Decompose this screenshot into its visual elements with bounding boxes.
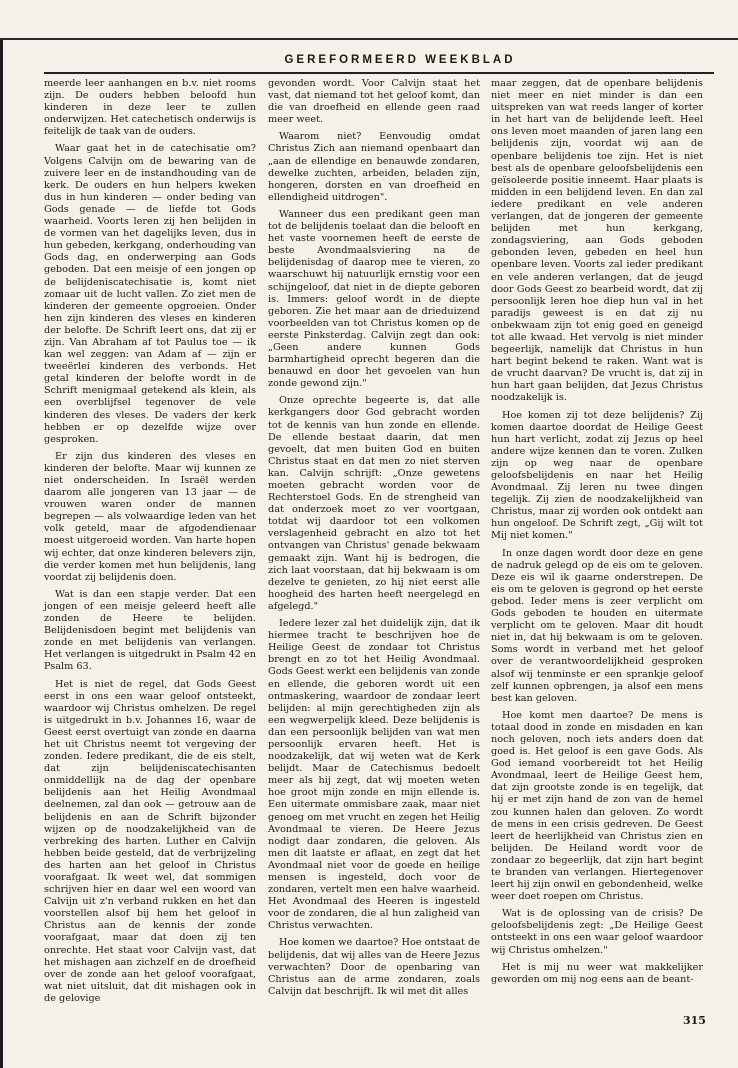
text-column-1 (44, 78, 256, 1004)
paragraph: Het is mij nu weer wat makkelijker geworden om mij nog eens aan de beant- (491, 961, 703, 985)
paragraph: meerde leer aanhangen en b.v. niet rooms zijn. De ouders hebben beloofd hun kinderen in deze leer te zullen onderwijzen. Het catechetisch onderwijs is feitelijk de taak van de ouders. (44, 78, 256, 138)
paragraph: Er zijn dus kinderen des vleses en kinderen der belofte. Maar wij kunnen ze niet onderscheiden. In Israël werden daarom alle jongeren van 13 jaar — de vrouwen waren onder de mannen begrepen — als volwaardige leden van het volk geteld, maar de afgodendienaar moest uitgeroeid worden. Van harte hopen wij echter, dat onze kinderen belevers zijn, die verder komen met hun belijdenis, lang voordat zij belijdenis doen. (44, 450, 256, 583)
paragraph: Waar gaat het in de catechisatie om? Volgens Calvijn om de bewaring van de zuivere leer en de instandhouding van de kerk. De ouders en hun helpers kweken dus in hun kinderen — onder beding van Gods genade — de liefde tot Gods waarheid. Voorts leren zij hen belijden in de vormen van het dagelijks leven, dus in hun gebeden, kerkgang, onderhouding van Gods dag, en onderwerping aan Gods geboden. Dat een meisje of een jongen op de belijdeniscatechisatie is, komt niet zomaar uit de lucht vallen. Zo ziet men de kinderen der gemeente opgroeien. Onder hen zijn kinderen des vleses en kinderen der belofte. De Schrift leert ons, dat zij er zijn. Van Abraham af tot Paulus toe — ik kan wel zeggen: van Adam af — zijn er tweeërlei kinderen des verbonds. Het getal kinderen der belofte wordt in de Schrift menigmaal getekend als klein, als een overblijfsel tegenover de vele kinderen des vleses. De vaders der kerk hebben er op dezelfde wijze over gesproken. (44, 143, 256, 445)
paragraph: Wat is dan een stapje verder. Dat een jongen of een meisje geleerd heeft alle zonden de Heere te belijden. Belijdenisdoen begint met belijdenis van zonde en met belijdenis van verlangen. Het verlangen is uitgedrukt in Psalm 42 en Psalm 63. (44, 588, 256, 673)
paragraph: Hoe komen we daartoe? Hoe ontstaat de belijdenis, dat wij alles van de Heere Jezus verwachten? Door de openbaring van Christus aan de arme zondaren, zoals Calvijn dat beschrijft. Ik wil met dit alles (268, 937, 480, 997)
header-rule (44, 72, 714, 74)
paragraph: Wat is de oplossing van de crisis? De geloofsbelijdenis zegt: „De Heilige Geest ontsteekt in ons een waar geloof waardoor wij Christus omhelzen." (491, 908, 703, 956)
paragraph: Wanneer dus een predikant geen man tot de belijdenis toelaat dan die belooft en het vaste voornemen heeft de eerste de beste Avondmaalsviering na de belijdenisdag of daarop mee te vieren, zo waarschuwt hij natuurlijk ernstig voor een schijngeloof, dat niet in de diepte geboren is. Immers: geloof wordt in de diepte geboren. Zie het maar aan de drieduizend voorbeelden van tot Christus komen op de eerste Pinksterdag. Calvijn zegt dan ook: „Geen andere kunnen Gods barmhartigheid oprecht begeren dan die benauwd en door het gevoelen van hun zonde gewond zijn." (268, 208, 480, 390)
running-header: GEREFORMEERD WEEKBLAD (284, 54, 516, 66)
paragraph: Hoe komen zij tot deze belijdenis? Zij komen daartoe doordat de Heilige Geest hun hart verlicht, zodat zij Jezus op heel andere wijze kennen dan te voren. Zulken zijn op weg naar de openbare geloofsbelijdenis en naar het Heilig Avondmaal. Zij leren nu twee dingen tegelijk. Zij zien de noodzakelijkheid van Christus, maar zij worden ook ontdekt aan hun ongeloof. De Schrift zegt, „Gij wilt tot Mij niet komen." (491, 409, 703, 542)
page-number: 315 (683, 1014, 706, 1027)
text-column-3 (491, 78, 703, 985)
scan-edge-left (0, 38, 3, 1068)
paragraph: Hoe komt men daartoe? De mens is totaal dood in zonde en misdaden en kan noch geloven, noch iets anders doen dat goed is. Het geloof is een gave Gods. Als God iemand voorbereidt tot het Heilig Avondmaal, leert de Heilige Geest hem, dat zijn grootste zonde is en tegelijk, dat hij er met zijn hand de zon van de hemel zou kunnen halen dan geloven. Zo wordt de mens in een crisis gedreven. De Geest leert de heerlijkheid van Christus zien en belijden. De Heiland wordt voor de zondaar zo begeerlijk, dat zijn hart begint te branden van verlangen. Hiertegenover leert hij zijn onwil en gebondenheid, welke weer doet roepen om Christus. (491, 709, 703, 903)
paragraph: Waarom niet? Eenvoudig omdat Christus Zich aan niemand openbaart dan „aan de ellendige en benauwde zondaren, dewelke zuchten, arbeiden, beladen zijn, hongeren, dorsten en van droefheid en ellendigheid uitdrogen". (268, 131, 480, 203)
paragraph: Het is niet de regel, dat Gods Geest eerst in ons een waar geloof ontsteekt, waardoor wij Christus omhelzen. De regel is uitgedrukt in b.v. Johannes 16, waar de Geest eerst overtuigt van zonde en daarna het uit Christus neemt tot vergeving der zonden. Iedere predikant, die de eis stelt, dat zijn belijdeniscatechisanten onmiddellijk na de dag der openbare belijdenis aan het Heilig Avondmaal deelnemen, zal dan ook — getrouw aan de belijdenis en aan de Schrift bijzonder wijzen op de noodzakelijkheid van de verbreking des harten. Luther en Calvijn hebben beide gesteld, dat de verbrijzeling des harten aan het geloof in Christus voorafgaat. Ik weet wel, dat sommigen schrijven hier en daar wel een woord van Calvijn uit z'n verband rukken en het dan voorstellen alsof bij hem het geloof in Christus aan de kennis der zonde voorafgaat, maar dat doen zij ten onrechte. Het staat voor Calvijn vast, dat het mishagen aan zichzelf en de droefheid over de zonde aan het geloof voorafgaat, wat niet uitsluit, dat dit mishagen ook in de gelovige (44, 678, 256, 1004)
paragraph: Onze oprechte begeerte is, dat alle kerkgangers door God gebracht worden tot de kennis van hun zonde en ellende. De ellende bestaat daarin, dat men gevoelt, dat men buiten God en buiten Christus staat en dat men zo niet sterven kan. Calvijn schrijft: „Onze gewetens moeten gebracht worden voor de Rechterstoel Gods. En de strengheid van dat onderzoek moet zo ver voortgaan, totdat wij daardoor tot een volkomen verslagenheid gebracht en alzo tot het ontvangen van Christus' genade bekwaam gemaakt zijn. Want hij is bedrogen, die zich laat voorstaan, dat hij bekwaam is om dezelve te genieten, zo hij niet eerst alle hoogheid des harten heeft neergelegd en afgelegd." (268, 395, 480, 612)
paragraph: Iedere lezer zal het duidelijk zijn, dat ik hiermee tracht te beschrijven hoe de Heilige Geest de zondaar tot Christus brengt en zo tot het Heilig Avondmaal. Gods Geest werkt een belijdenis van zonde en ellende, die geboren wordt uit een ontmaskering, waardoor de zondaar leert belijden: al mijn gerechtigheden zijn als een wegwerpelijk kleed. Deze belijdenis is dan een persoonlijk belijden van wat men persoonlijk ervaren heeft. Het is noodzakelijk, dat wij weten wat de Kerk belijdt. Maar de Catechismus bedoelt meer als hij zegt, dat wij moeten weten hoe groot mijn zonde en mijn ellende is. Een uitermate ommisbare zaak, maar niet genoeg om met vrucht en zegen het Heilig Avondmaal te vieren. De Heere Jezus nodigt daar zondaren, die geloven. Als men dit laatste er aflaat, en zegt dat het Avondmaal niet voor de goede en heilige mensen is ingesteld, doch voor de zondaren, vertelt men een halve waarheid. Het Avondmaal des Heeren is ingesteld voor de zondaren, die al hun zaligheid van Christus verwachten. (268, 618, 480, 932)
paragraph: maar zeggen, dat de openbare belijdenis niet meer en niet minder is dan een uitspreken van wat reeds langer of korter in het hart van de belijdende leeft. Heel ons leven moet maanden of jaren lang een belijdenis zijn, voordat wij aan de openbare belijdenis toe zijn. Het is niet best als de openbare geloofsbelijdenis een geïsoleerde positie inneemt. Haar plaats is midden in een belijdend leven. En dan zal iedere predikant en vele anderen verlangen, dat de jongeren der gemeente belijden met hun kerkgang, zondagsviering, aan Gods geboden gebonden leven, gebeden en heel hun openbare leven. Voorts zal ieder predikant en vele anderen verlangen, dat de jeugd door Gods Geest zo bearbeid wordt, dat zij persoonlijk leren hoe diep hun val in het paradijs geweest is en dat zij nu onbekwaam zijn tot enig goed en geneigd tot alle kwaad. Het vervolg is niet minder begeerlijk, namelijk dat Christus in hun hart begint bekend te raken. Want wat is de vrucht daarvan? De vrucht is, dat zij in hun hart gaan belijden, dat Jezus Christus noodzakelijk is. (491, 78, 703, 404)
paragraph: In onze dagen wordt door deze en gene de nadruk gelegd op de eis om te geloven. Deze eis wil ik gaarne onderstrepen. De eis om te geloven is gegrond op het eerste gebod. Ieder mens is zeer verplicht om Gods geboden te houden en uitermate verplicht om te geloven. Maar dit houdt niet in, dat hij bekwaam is om te geloven. Soms wordt in verband met het geloof over de verantwoordelijkheid gesproken alsof wij tenminste er een sprankje geloof zelf kunnen opbrengen, ja alsof een mens best kan geloven. (491, 547, 703, 704)
scan-edge-top (0, 38, 738, 40)
text-column-2 (268, 78, 480, 997)
paragraph: gevonden wordt. Voor Calvijn staat het vast, dat niemand tot het geloof komt, dan die van droefheid en ellende geen raad meer weet. (268, 78, 480, 126)
